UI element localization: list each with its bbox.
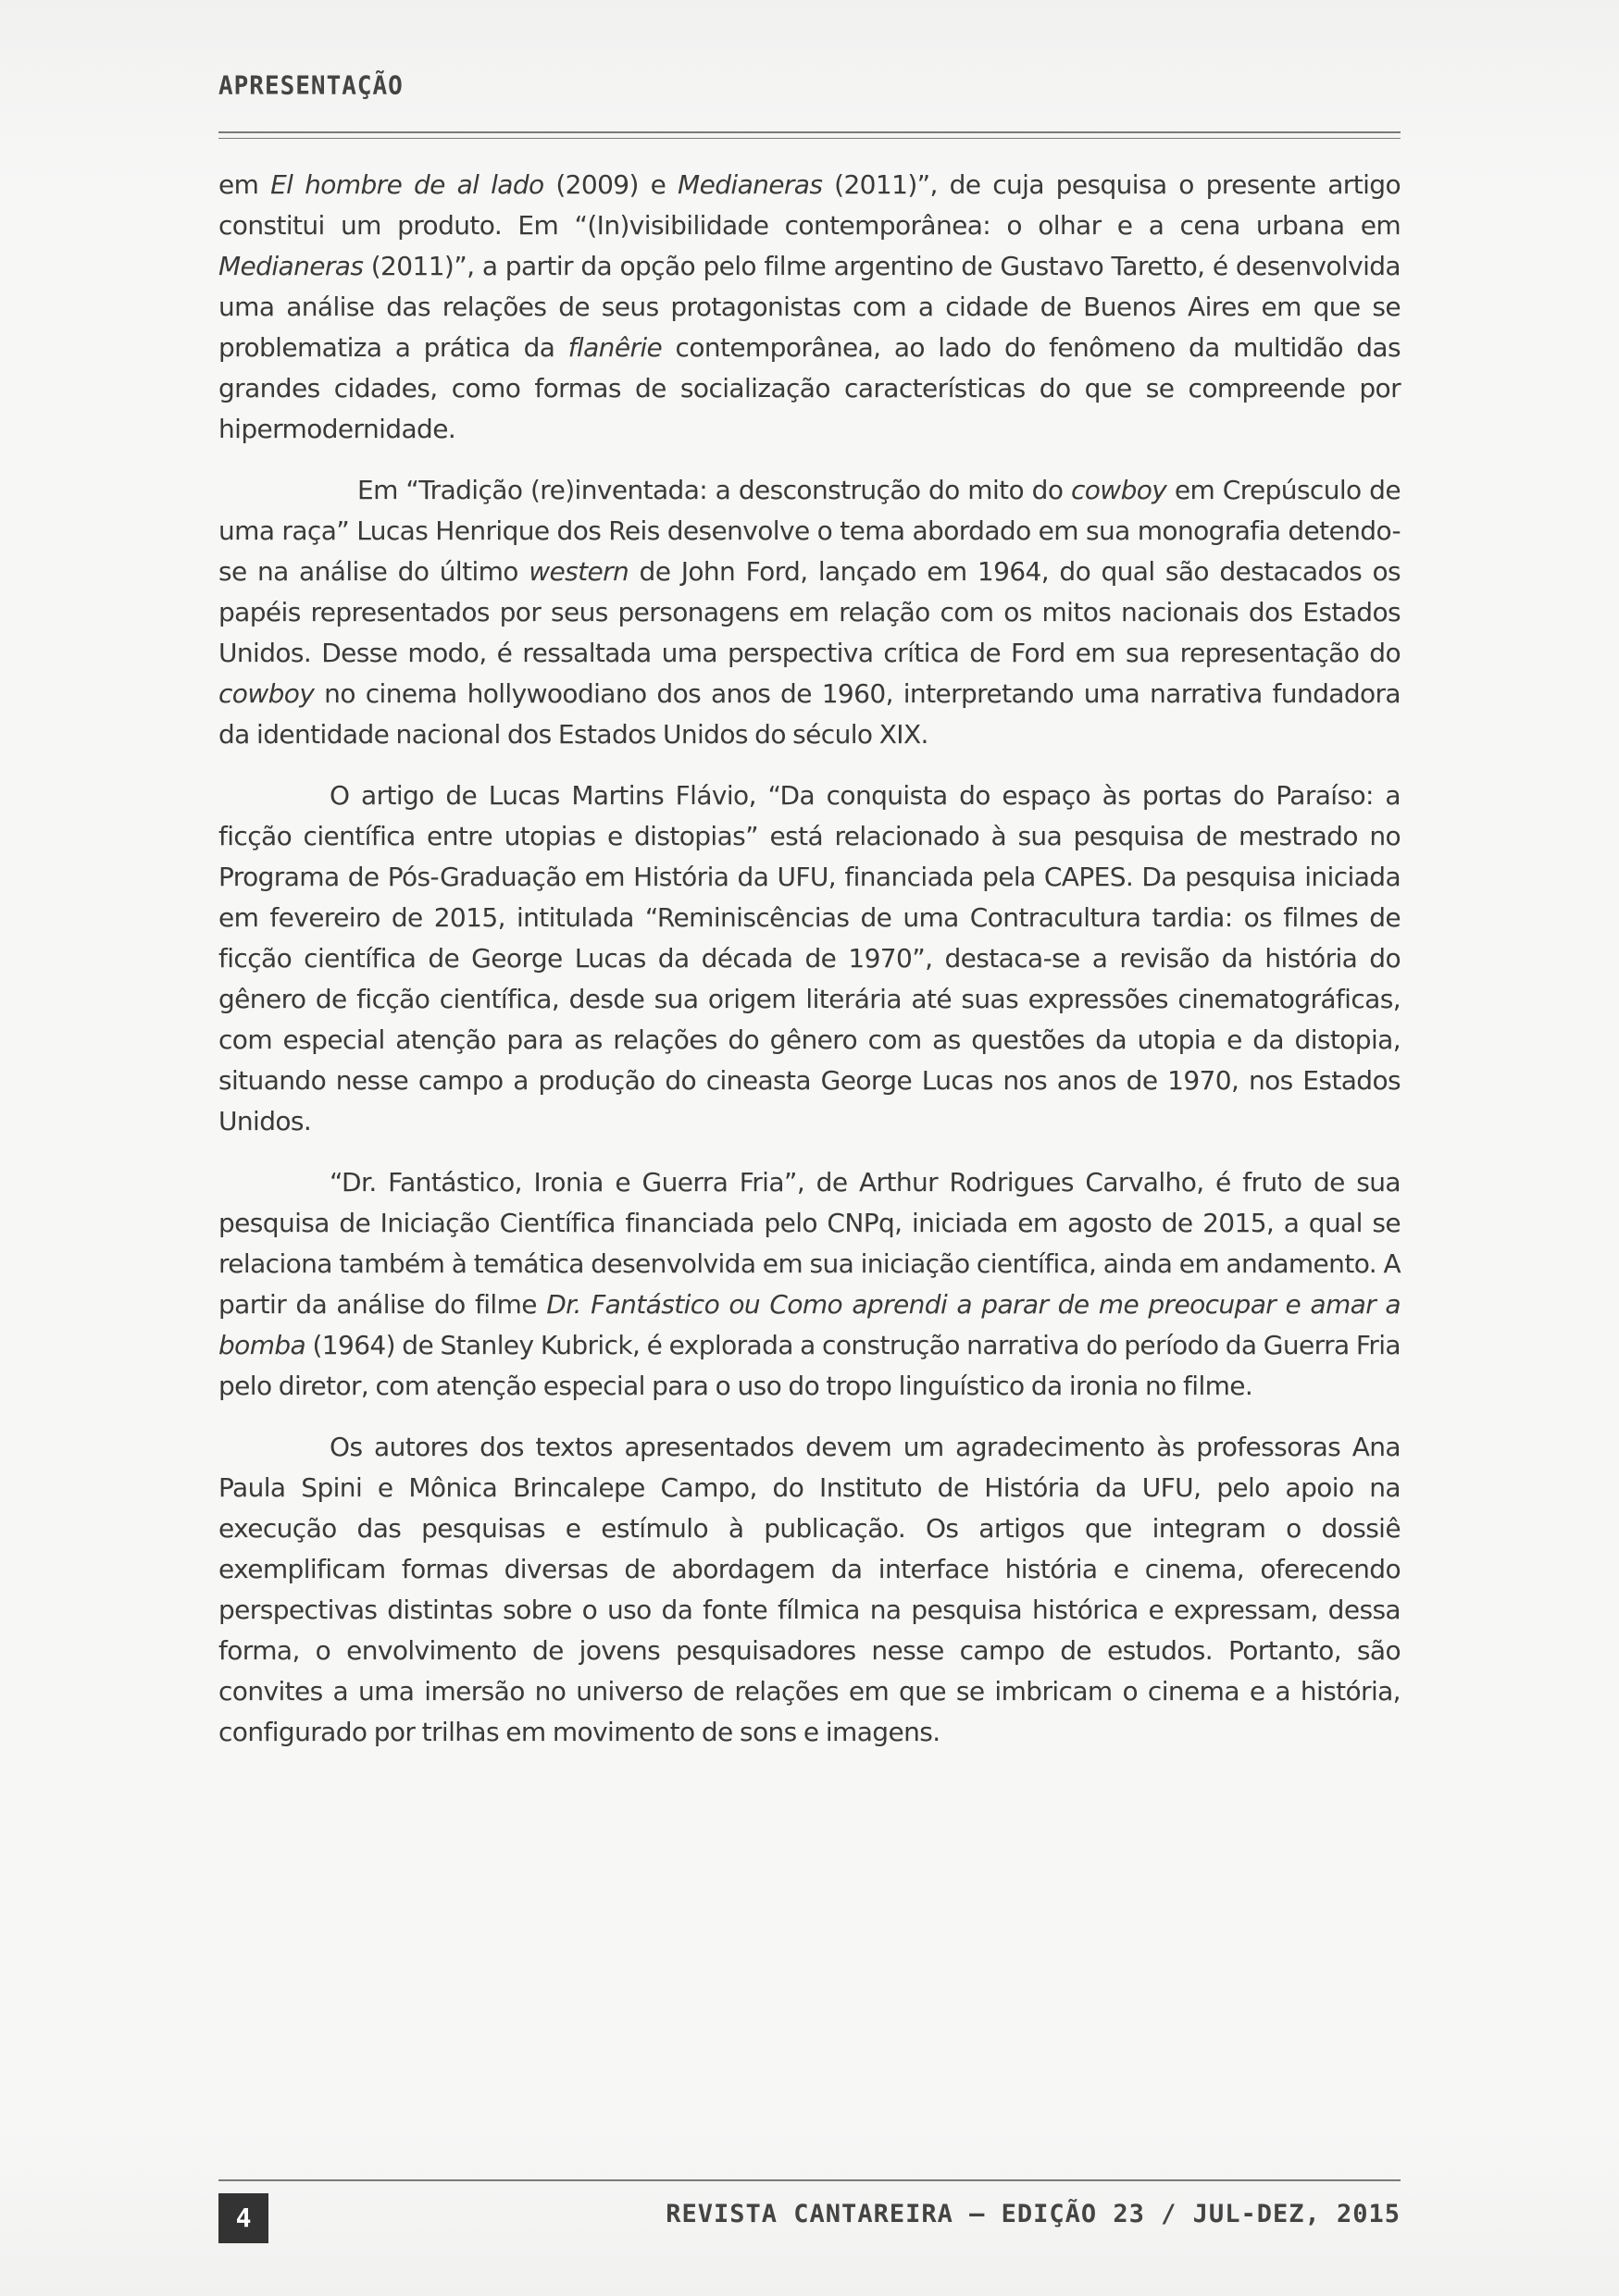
film-title: Dr. Fantástico ou Como aprendi a parar de me preocupar e amar a bomba: [218, 1289, 1401, 1360]
italic-term: cowboy: [218, 678, 315, 709]
film-title: Medianeras: [218, 251, 364, 281]
text-run: (2011)”, a partir da opção pelo filme argentino de Gustavo Taretto, é desenvolvida uma análise das relações de seus protagonistas com a cidade de Buenos Aires em que se problematiza a prática da: [218, 251, 1401, 363]
text-run: em Crepúsculo de uma raça” Lucas Henrique dos Reis desenvolve o tema abordado em sua monografia detendo-se na análise do último: [218, 475, 1401, 587]
italic-term: western: [529, 556, 629, 587]
paragraph-3: [218, 776, 1401, 1142]
text-run: contemporânea, ao lado do fenômeno da multidão das grandes cidades, como formas de socialização características do que se compreende por hipermodernidade.: [218, 332, 1401, 444]
text-run: Os autores dos textos apresentados devem um agradecimento às professoras Ana Paula Spini e Mônica Brincalepe Campo, do Instituto de História da UFU, pelo apoio na execução das pesquisas e estímulo à publicação. Os artigos que integram o dossiê exemplificam formas diversas de abordagem da interface história e cinema, oferecendo perspectivas distintas sobre o uso da fonte fílmica na pesquisa histórica e expressam, dessa forma, o envolvimento de jovens pesquisadores nesse campo de estudos. Portanto, são convites a uma imersão no universo de relações em que se imbricam o cinema e a história, configurado por trilhas em movimento de sons e imagens.: [218, 1432, 1401, 1747]
italic-term: cowboy: [1070, 475, 1167, 505]
text-run: de John Ford, lançado em 1964, do qual são destacados os papéis representados por seus personagens em relação com os mitos nacionais dos Estados Unidos. Desse modo, é ressaltada uma perspectiva crítica de Ford em sua representação do: [218, 556, 1401, 668]
text-run: em: [218, 169, 271, 200]
text-run: no cinema hollywoodiano dos anos de 1960, interpretando uma narrativa fundadora da identidade nacional dos Estados Unidos do século XIX.: [218, 678, 1401, 750]
page-number: 4: [218, 2193, 268, 2243]
text-run: (2011)”, de cuja pesquisa o presente artigo constitui um produto. Em “(In)visibilidade contemporânea: o olhar e a cena urbana em: [218, 169, 1401, 241]
text-run: Em “Tradição (re)inventada: a desconstrução do mito do: [357, 475, 1071, 505]
text-run: (2009) e: [543, 169, 679, 200]
article-body: [218, 165, 1401, 1773]
paragraph-1: [218, 165, 1401, 450]
footer-rule: [218, 2179, 1401, 2181]
text-run: “Dr. Fantástico, Ironia e Guerra Fria”, de Arthur Rodrigues Carvalho, é fruto de sua pesquisa de Iniciação Científica financiada pelo CNPq, iniciada em agosto de 2015, a qual se relaciona também à temática desenvolvida em sua iniciação científica, ainda em andamento. A partir da análise do filme: [218, 1167, 1401, 1320]
italic-term: flanêrie: [567, 332, 663, 363]
header-rule-thin: [218, 138, 1401, 139]
text-run: (1964) de Stanley Kubrick, é explorada a construção narrativa do período da Guerra Fria pelo diretor, com atenção especial para o uso do tropo linguístico da ironia no filme.: [218, 1330, 1401, 1401]
header-rule: [218, 131, 1401, 133]
paragraph-4: [218, 1162, 1401, 1407]
text-run: O artigo de Lucas Martins Flávio, “Da conquista do espaço às portas do Paraíso: a ficção científica entre utopias e distopias” está relacionado à sua pesquisa de mestrado no Programa de Pós-Graduação em História da UFU, financiada pela CAPES. Da pesquisa iniciada em fevereiro de 2015, intitulada “Reminiscências de uma Contracultura tardia: os filmes de ficção científica de George Lucas da década de 1970”, destaca-se a revisão da história do gênero de ficção científica, desde sua origem literária até suas expressões cinematográficas, com especial atenção para as relações do gênero com as questões da utopia e da distopia, situando nesse campo a produção do cineasta George Lucas nos anos de 1970, nos Estados Unidos.: [218, 780, 1401, 1136]
paragraph-5: [218, 1427, 1401, 1753]
film-title: El hombre de al lado: [270, 169, 544, 200]
journal-edition: REVISTA CANTAREIRA – EDIÇÃO 23 / JUL-DEZ, 2015: [666, 2200, 1401, 2228]
paragraph-2: [218, 470, 1401, 755]
film-title: Medianeras: [678, 169, 823, 200]
section-title: APRESENTAÇÃO: [218, 71, 404, 101]
